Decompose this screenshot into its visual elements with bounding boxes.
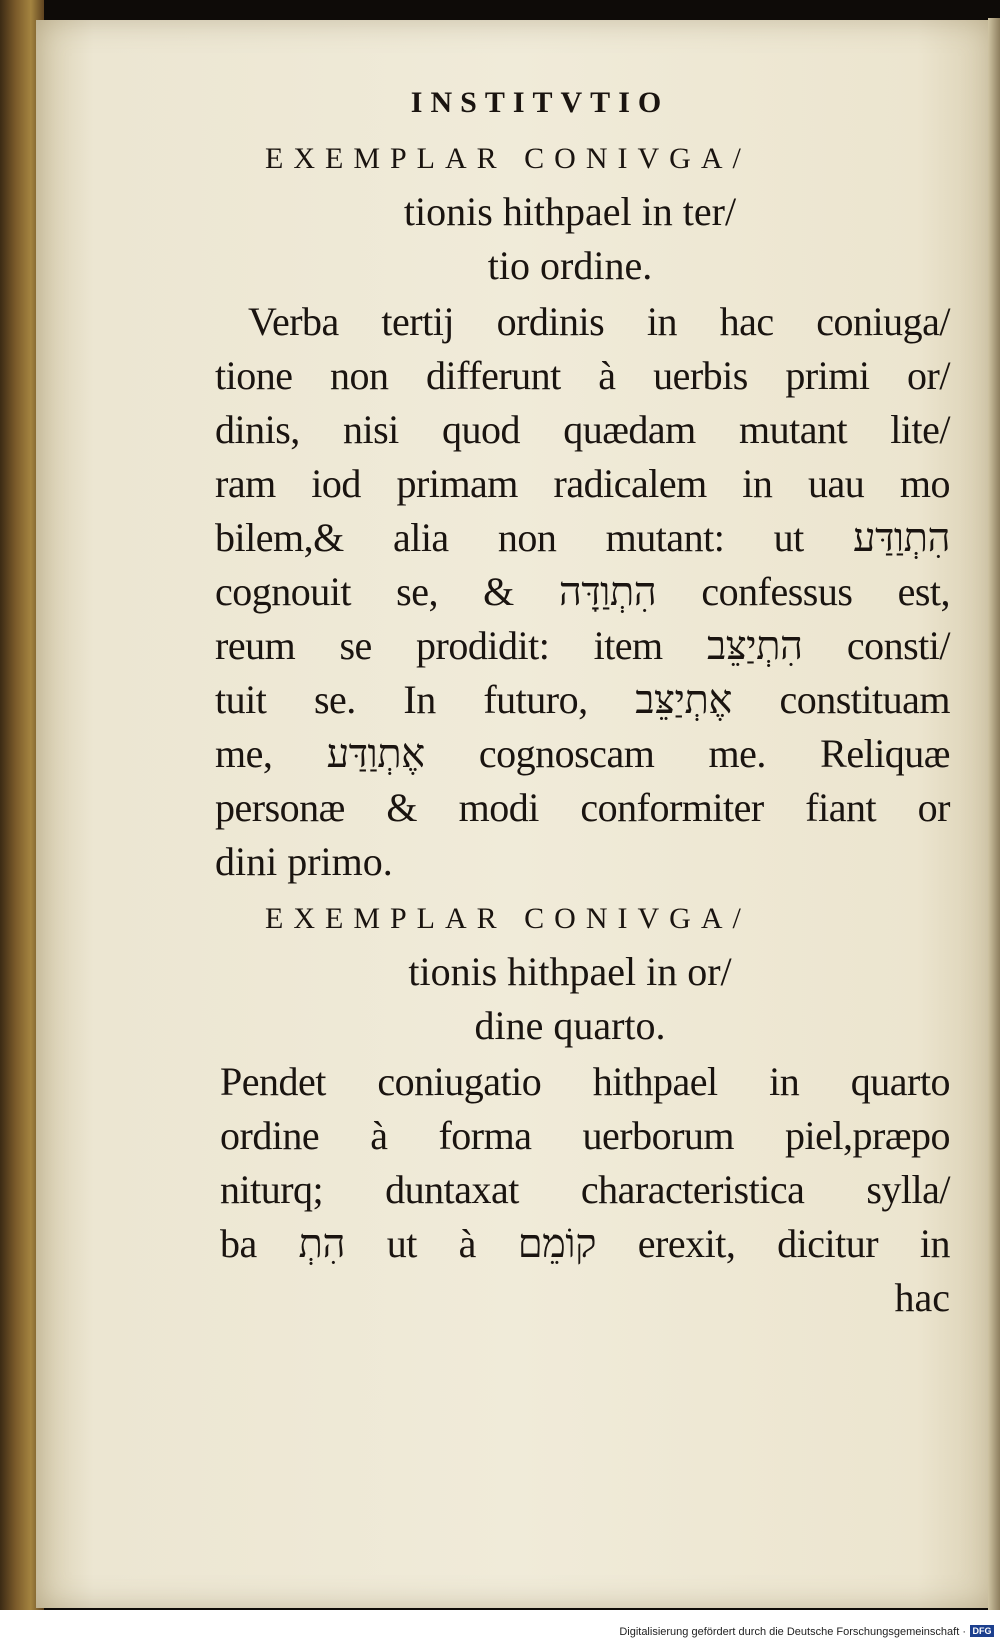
catchword: hac: [894, 1275, 950, 1320]
body-line: Pendet coniugatio hithpael in quarto: [220, 1059, 950, 1104]
body-line: ram iod primam radicalem in uau mo: [215, 461, 950, 506]
body-line: tuit se. In futuro, אֶתְיַצֵּב constituam: [215, 677, 951, 722]
digitization-credit: Digitalisierung gefördert durch die Deutsche Forschungsgemeinschaft ·: [619, 1626, 966, 1638]
section-heading-1: EXEMPLAR CONIVGA/: [265, 142, 751, 175]
body-line: ordine à forma uerborum piel,præpo: [220, 1113, 950, 1158]
section-subtitle-2b: dine quarto.: [474, 1003, 666, 1048]
running-head: INSTITVTIO: [410, 86, 670, 119]
body-line: tione non differunt à uerbis primi or/: [215, 353, 950, 398]
body-line: dinis, nisi quod quædam mutant lite/: [215, 407, 950, 452]
body-line: me, אֶתְוַדַּע cognoscam me. Reliquæ: [215, 731, 950, 776]
body-line: cognouit se, & הִתְוַדָּה confessus est,: [215, 569, 950, 614]
section-subtitle-1a: tionis hithpael in ter/: [403, 189, 737, 234]
body-line: personæ & modi conformiter fiant or: [215, 785, 950, 830]
section-heading-2: EXEMPLAR CONIVGA/: [265, 902, 751, 935]
dfg-logo: DFG: [970, 1625, 994, 1637]
section-subtitle-1b: tio ordine.: [487, 243, 653, 288]
body-line: Verba tertij ordinis in hac coniuga/: [248, 299, 950, 344]
page-edge: [988, 18, 1000, 1610]
body-line: niturq; duntaxat characteristica sylla/: [220, 1167, 950, 1212]
section-subtitle-2a: tionis hithpael in or/: [408, 949, 732, 994]
body-line: reum se prodidit: item הִתְיַצֵּב consti/: [215, 623, 950, 668]
body-line: bilem,& alia non mutant: ut הִתְוַדַּע: [215, 515, 950, 560]
body-line: ba הִתְ ut à קוֹמֵם erexit, dicitur in: [220, 1221, 950, 1266]
body-last-line: dini primo.: [215, 839, 393, 884]
